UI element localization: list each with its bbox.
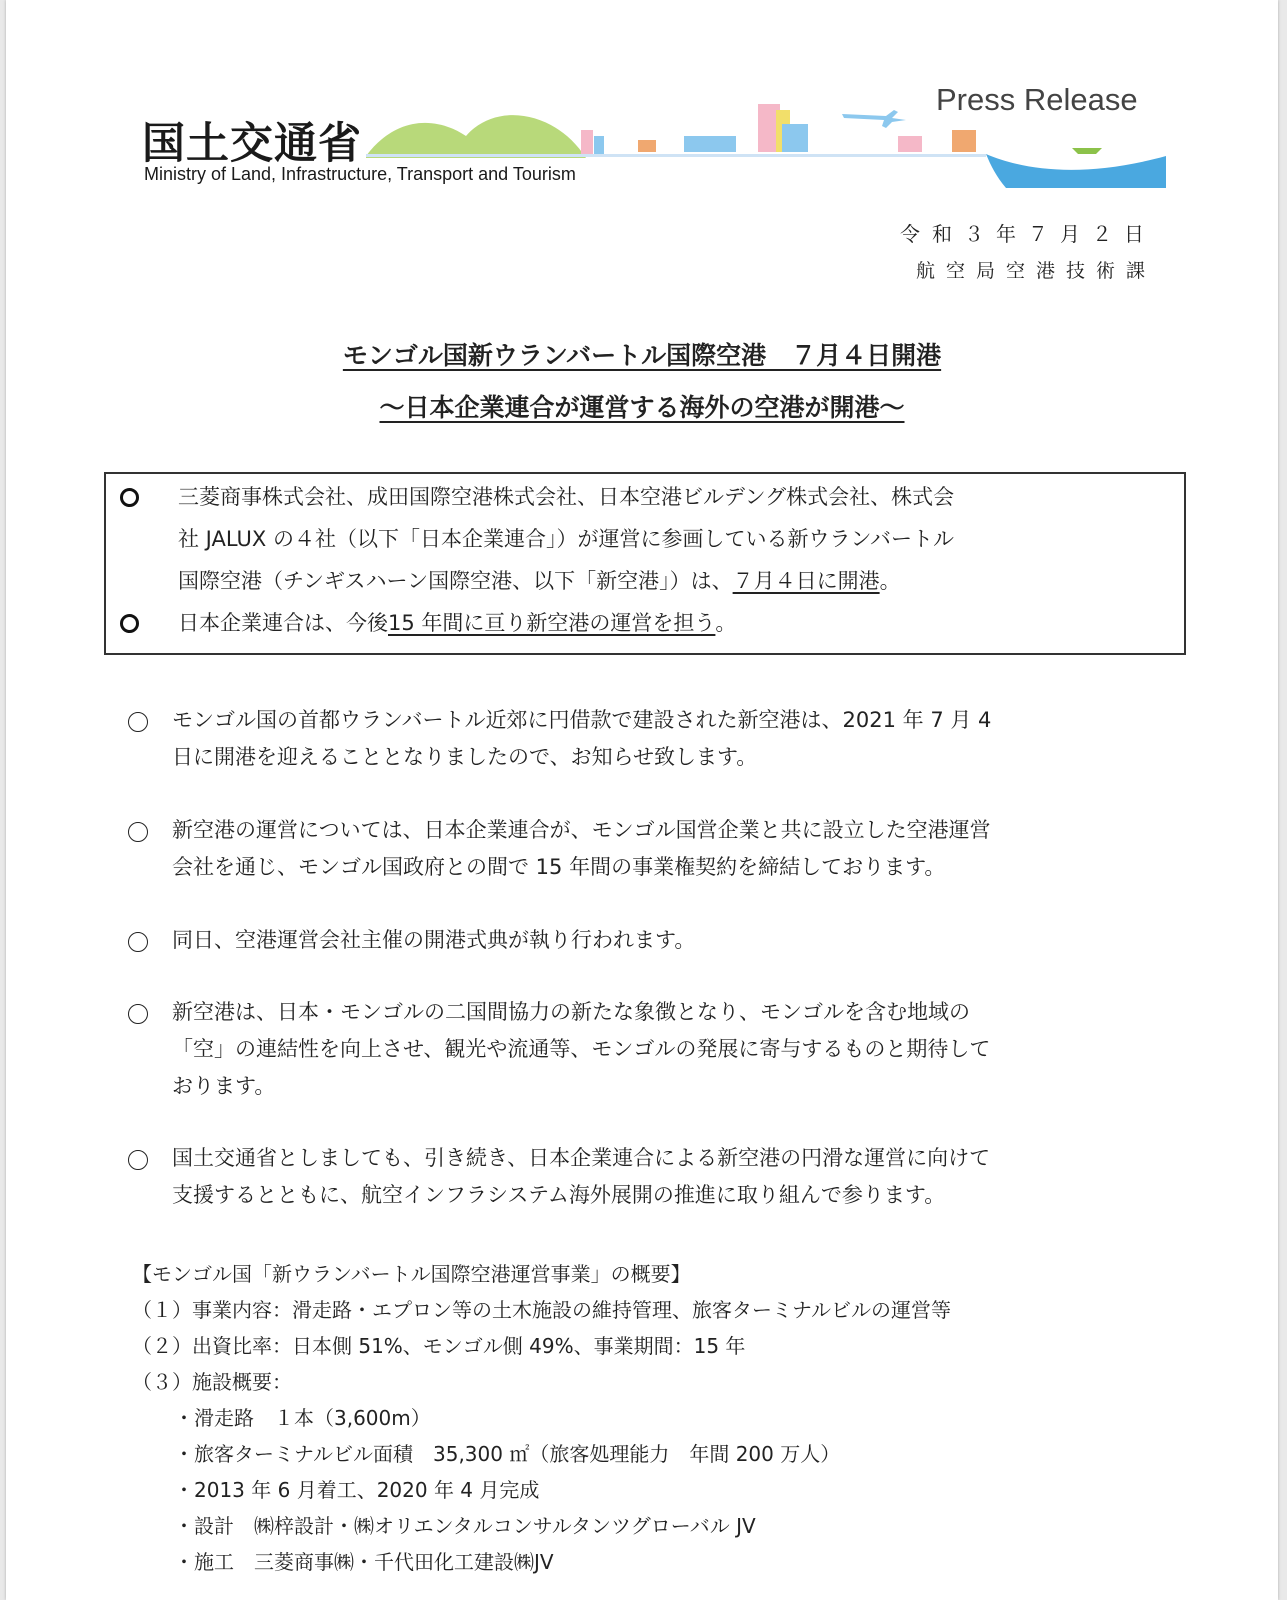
circle-bullet-icon: [128, 712, 148, 732]
facility-item: ・2013 年 6 月着工、2020 年 4 月完成: [174, 1478, 540, 1502]
circle-bullet-icon: [128, 1150, 148, 1170]
circle-bullet-icon: [128, 932, 148, 952]
facility-item: ・旅客ターミナルビル面積 35,300 ㎡（旅客処理能力 年間 200 万人）: [174, 1442, 841, 1466]
page-subtitle: ～日本企業連合が運営する海外の空港が開港～: [379, 393, 905, 422]
release-date: 令和３年７月２日: [900, 222, 1156, 246]
building-2: [594, 136, 604, 154]
facility-item: ・滑走路 １本（3,600m）: [174, 1406, 431, 1430]
building-1: [581, 130, 593, 154]
facility-item: ・施工 三菱商事㈱・千代田化工建設㈱JV: [174, 1550, 554, 1574]
circle-bullet-icon: [128, 822, 148, 842]
circle-bullet-icon: [128, 1004, 148, 1024]
ministry-logo-kanji: 国土交通省: [142, 119, 362, 169]
operation-term-highlight: 15 年間に亘り新空港の運営を担う: [388, 611, 716, 635]
ground-line: [366, 154, 986, 157]
department-name: 航空局空港技術課: [915, 260, 1156, 282]
sea: [986, 154, 1166, 188]
press-release-label: Press Release: [936, 82, 1138, 117]
airplane-icon: [842, 110, 906, 128]
facility-item: ・設計 ㈱梓設計・㈱オリエンタルコンサルタンツグローバル JV: [174, 1514, 756, 1538]
document-page: 国土交通省 Ministry of Land, Infrastructure, Transport and Tourism Press Release 令和３年７月２日 航空局空港技術課 モンゴル国新ウランバートル国際空港 ７月４日開港 ～日本企業連合が運営する海外の空港が開港～ 三菱商事株式会社、成田国際空港株式会社、日本空港ビルデング株式会社、株式会 社 JALUX の４社（以下「日本企業連合」）が運営に参画している新ウランバートル 国際空港（チンギスハーン国際空港、以下「新空港」）は、７月４日に開港。 日本企業連合は、今後15 年間に亘り新空港の運営を担う。 モンゴル国の首都ウランバートル近郊に円借款で建設された新空港は、2021 年 7 月 4 日に開港を迎えることとなりましたので、お知らせ致します。 新空港の運営については、日本企業連合が、モンゴル国営企業と共に設立した空港運営 会社を通じ、モンゴル国政府との間で 15 年間の事業権契約を締結しております。 同日、空港運営会社主催の開港式典が執り行われます。 新空港は、日本・モンゴルの二国間協力の新たな象徴となり、モンゴルを含む地域の 「空」の連結性を向上させ、観光や流通等、モンゴルの発展に寄与するものと期待して おります。 国土交通省としましても、引き続き、日本企業連合による新空港の円滑な運営に向けて 支援するとともに、航空インフラシステム海外展開の推進に取り組んで参ります。 【モンゴル国「新ウランバートル国際空港運営事業」の概要】 （１）事業内容：滑走路・エプロン等の土木施設の維持管理、旅客ターミナルビルの運営等 （２）出資比率：日本側 51%、モンゴル側 49%、事業期間：15 年 （３）施設概要： ・滑走路 １本（3,600m） ・旅客ターミナルビル面積 35,300 ㎡（旅客処理能力 年間 200 万人） ・2013 年 6 月着工、2020 年 4 月完成 ・設計 ㈱梓設計・㈱オリエンタルコンサルタンツグローバル JV ・施工 三菱商事㈱・千代田化工建設㈱JV: [6, 0, 1278, 1600]
opening-date-highlight: ７月４日に開港: [732, 569, 880, 593]
overview-item: （３）施設概要：: [132, 1370, 292, 1394]
truck: [898, 136, 922, 152]
summary-box: 三菱商事株式会社、成田国際空港株式会社、日本空港ビルデング株式会社、株式会 社 JALUX の４社（以下「日本企業連合」）が運営に参画している新ウランバートル 国際空港（チンギスハーン国際空港、以下「新空港」）は、７月４日に開港。 日本企業連合は、今後15 年間に亘り新空港の運営を担う。: [104, 472, 1186, 655]
train: [684, 136, 736, 152]
bold-circle-bullet-icon: [120, 614, 139, 633]
ship-icon: [1072, 148, 1102, 154]
header-banner-illustration: [366, 96, 1166, 192]
green-hills: [366, 115, 586, 158]
ministry-logo-english: Ministry of Land, Infrastructure, Transport and Tourism: [144, 164, 576, 184]
building-blue: [782, 124, 808, 152]
car: [638, 140, 656, 152]
overview-item: （１）事業内容：滑走路・エプロン等の土木施設の維持管理、旅客ターミナルビルの運営等: [132, 1298, 951, 1322]
overview-heading: 【モンゴル国「新ウランバートル国際空港運営事業」の概要】: [132, 1262, 691, 1286]
page-title: モンゴル国新ウランバートル国際空港 ７月４日開港: [342, 341, 942, 370]
factory: [952, 130, 976, 152]
bold-circle-bullet-icon: [120, 488, 139, 507]
overview-item: （２）出資比率：日本側 51%、モンゴル側 49%、事業期間：15 年: [132, 1334, 746, 1358]
